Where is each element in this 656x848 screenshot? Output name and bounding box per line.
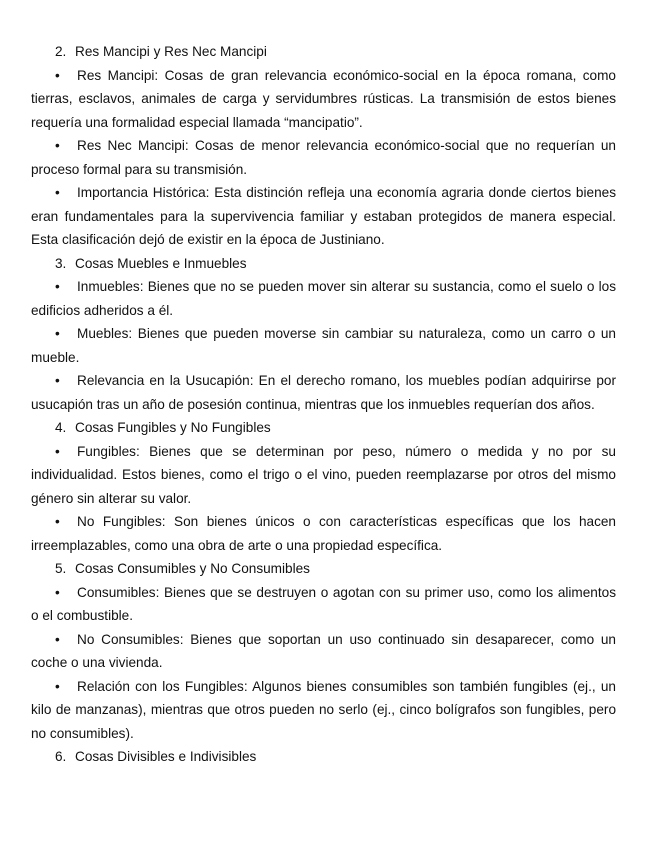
bullet-text: Fungibles: Bienes que se determinan por peso, número o medida y no por su individualidad. Estos bienes, como el trigo o el vino, pueden reemplazarse por otros del mismo género sin alterar su valor. [31,443,616,506]
bullet-text: Inmuebles: Bienes que no se pueden mover sin alterar su sustancia, como el suelo o los edificios adheridos a él. [31,279,616,318]
bullet-text: Muebles: Bienes que pueden moverse sin cambiar su naturaleza, como un carro o un mueble. [31,326,616,365]
bullet-dot-icon: • [55,443,60,459]
section-number: 6. [55,749,67,764]
bullet-item [31,64,616,135]
bullet-dot-icon: • [55,631,60,647]
section-title: Cosas Consumibles y No Consumibles [75,561,310,576]
bullet-item [31,440,616,511]
bullet-dot-icon: • [55,326,60,341]
bullet-item [31,275,616,322]
bullet-item [31,369,616,416]
bullet-text: Relación con los Fungibles: Algunos bienes consumibles son también fungibles (ej., un kilo de manzanas), mientras que otros pueden no serlo (ej., cinco bolígrafos son fungibles, pero no consumibles). [31,678,616,741]
bullet-item [31,675,616,746]
bullet-item [31,322,616,369]
bullet-dot-icon: • [55,584,60,600]
section-title: Res Mancipi y Res Nec Mancipi [75,44,267,59]
section-heading [31,252,616,276]
bullet-text: No Consumibles: Bienes que soportan un uso continuado sin desaparecer, como un coche o una vivienda. [31,631,616,670]
document-body [31,40,616,769]
section-number: 2. [55,44,67,59]
section-number: 3. [55,255,67,271]
bullet-dot-icon: • [55,678,60,694]
section-number: 5. [55,561,67,576]
bullet-dot-icon: • [55,185,60,200]
bullet-dot-icon: • [55,514,60,529]
bullet-dot-icon: • [55,138,60,153]
section-title: Cosas Fungibles y No Fungibles [75,420,271,435]
section-heading [31,40,616,64]
bullet-text: Res Nec Mancipi: Cosas de menor relevancia económico-social que no requerían un proceso formal para su transmisión. [31,138,616,177]
section-number: 4. [55,420,67,435]
section-title: Cosas Divisibles e Indivisibles [75,749,257,764]
bullet-text: Res Mancipi: Cosas de gran relevancia económico-social en la época romana, como tierras, esclavos, animales de carga y servidumbres rústicas. La transmisión de estos bienes requería una formalidad especial llamada “mancipatio”. [31,67,616,130]
section-title: Cosas Muebles e Inmuebles [75,255,247,271]
bullet-item [31,134,616,181]
bullet-dot-icon: • [55,67,60,83]
bullet-text: Consumibles: Bienes que se destruyen o agotan con su primer uso, como los alimentos o el combustible. [31,584,616,623]
bullet-item [31,181,616,252]
section-heading [31,557,616,581]
bullet-text: Relevancia en la Usucapión: En el derecho romano, los muebles podían adquirirse por usucapión tras un año de posesión continua, mientras que los inmuebles requerían dos años. [31,373,616,412]
bullet-dot-icon: • [55,279,60,294]
section-heading [31,745,616,769]
bullet-item [31,510,616,557]
section-heading [31,416,616,440]
bullet-text: Importancia Histórica: Esta distinción refleja una economía agraria donde ciertos bienes eran fundamentales para la supervivencia familiar y estaban protegidos de manera especial. Esta clasificación dejó de existir en la época de Justiniano. [31,185,616,247]
bullet-item [31,628,616,675]
bullet-item [31,581,616,628]
bullet-text: No Fungibles: Son bienes únicos o con características específicas que los hacen irreemplazables, como una obra de arte o una propiedad específica. [31,514,616,553]
bullet-dot-icon: • [55,373,60,388]
